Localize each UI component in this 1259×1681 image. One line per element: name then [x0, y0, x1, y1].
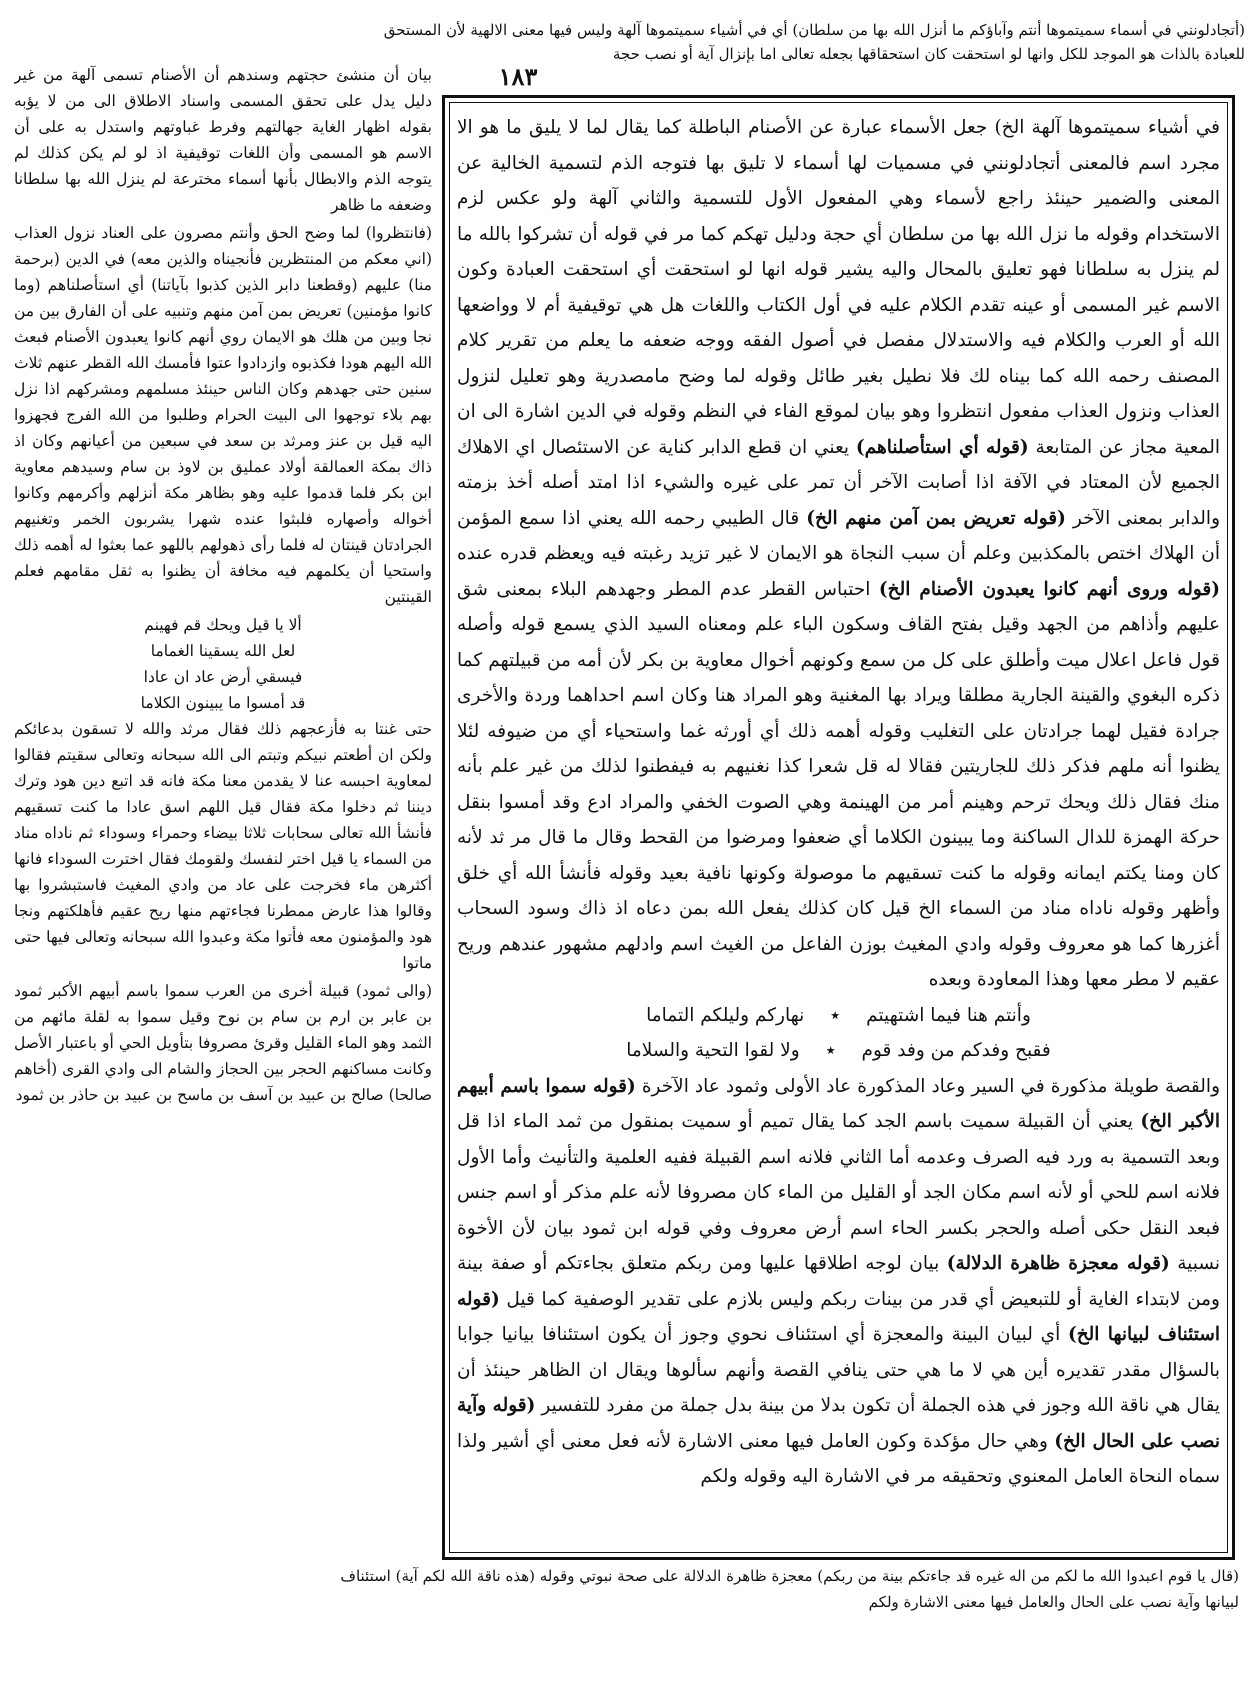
margin-verse-line: قد أمسوا ما يبينون الكلاما	[140, 694, 306, 712]
header-line-1: (أتجادلونني في أسماء سميتموها أنتم وآباؤكم ما أنزل الله بها من سلطان) أي في أشياء سميتموها آلهة وليس فيها معنى الالهية لأن المستحق	[383, 21, 1245, 39]
main-text-segment: أي لبيان البينة والمعجزة أي استئناف نحوي وجوز أن يكون استئنافا بيانيا جوابا بالسؤال مقدر تقديره أين هي لا ما هي حتى ينافي القصة وأنهم سألوها ويقال ان الظاهر حينئذ أن يقال هي ناقة الله وجوز في هذه الجملة أن تكون بدلا من بينة بدل جملة من مفرد للتفسير	[457, 1324, 1220, 1416]
quote-heading: (قوله وروى أنهم كانوا يعبدون الأصنام الخ)	[878, 578, 1220, 600]
poem-hemistich: نهاركم وليلكم التماما	[646, 1004, 805, 1026]
main-paragraph	[457, 1069, 1220, 1495]
quote-heading: (قوله معجزة ظاهرة الدلالة)	[946, 1253, 1170, 1274]
poem-hemistich: ولا لقوا التحية والسلاما	[626, 1040, 800, 1061]
margin-verse-line: لعل الله يسقينا الغماما	[150, 642, 296, 660]
poem-hemistich: فقبح وفدكم من وفد قوم	[861, 1040, 1051, 1061]
main-text-segment: بيان لوجه اطلاقها عليها ومن ربكم متعلق بجاءتكم أو صفة بينة ومن لابتداء الغاية أو للتبعيض أي قدر من بينات ربكم وليس بلازم على تقدير الوصفية كما قيل	[457, 1253, 1220, 1310]
main-text-segment: وهي حال مؤكدة وكون العامل فيها معنى الاشارة لأنه فعل معنى أي أشير ولذا سماه النحاة العامل المعنوي وتحقيقه مر في الاشارة اليه وقوله ولكم	[457, 1430, 1220, 1487]
quote-heading: (قوله وآية نصب على الحال الخ)	[457, 1395, 1220, 1452]
margin-paragraph: بيان أن منشئ حجتهم وسندهم أن الأصنام تسمى آلهة من غير دليل يدل على تحقق المسمى واسناد الاطلاق الى من لا يؤبه بقوله اظهار الغاية جهالتهم وفرط غباوتهم واستدل به على أن الاسم هو المسمى وأن اللغات توقيفية اذ لو لم يكن كذلك لم يتوجه الذم والابطال بأنها أسماء مخترعة لم ينزل الله بها سلطانا وضعفه ما ظاهر	[14, 66, 432, 214]
margin-paragraph: (والى ثمود) قبيلة أخرى من العرب سموا باسم أبيهم الأكبر ثمود بن عابر بن ارم بن سام بن نوح وقيل سموا به لقلة مائهم من الثمد وهو الماء القليل وقرئ مصروفا بتأويل الحي أو باعتبار الأصل وكانت مساكنهم الحجر بين الحجاز والشام الى وادي القرى (أخاهم صالحا) صالح بن عبيد بن آسف بن ماسح بن عبيد بن حاذر بن ثمود	[14, 982, 432, 1104]
quote-heading: (قوله أي استأصلناهم)	[855, 436, 1029, 458]
main-text-segment: يعني أن القبيلة سميت باسم الجد كما يقال تميم أو سميت بمنقول من ثمد الماء اذا قل وبعد التسمية به ورد فيه الصرف وعدمه أما الثاني فلانه اسم القبيلة ففيه العلمية والتأنيث وأما الأول فلانه اسم للحي أو لأنه اسم مكان الجد أو القليل من الماء كان مصروفا لأنه علم مذكر أو اسم جنس فبعد النقل حكى أصله والحجر بكسر الحاء اسم أرض معروف وفي قوله ابن ثمود بيان لأن الأخوة نسبية	[457, 1111, 1220, 1274]
margin-verse-line: ألا يا قيل ويحك قم فهينم	[144, 616, 302, 634]
poem-verse-1	[457, 998, 1220, 1034]
poem-hemistich: وأنتم هنا فيما اشتهيتم	[866, 1004, 1031, 1026]
main-text-segment: قال الطيبي رحمه الله يعني اذا سمع المؤمن أن الهلاك اختص بالمكذبين وعلم أن سبب النجاة هو الايمان لا غير تزيد رغبته فيه ويعظم قدره عنده	[457, 507, 1220, 564]
main-commentary-text	[457, 110, 1220, 1545]
verse-separator: ٭	[825, 1040, 836, 1061]
page-number: ١٨٣	[498, 62, 538, 91]
footer-line-1: (قال يا قوم اعبدوا الله ما لكم من اله غيره قد جاءتكم بينة من ربكم) معجزة ظاهرة الدلالة على صحة نبوتي وقوله (هذه ناقة الله لكم آية) استئناف	[340, 1567, 1239, 1585]
main-text-segment: والقصة طويلة مذكورة في السير وعاد المذكورة عاد الأولى وثمود عاد الآخرة	[641, 1075, 1220, 1097]
margin-verse-line: فيسقي أرض عاد ان عادا	[143, 668, 303, 686]
quote-heading: (قوله استئناف لبيانها الخ)	[457, 1288, 1220, 1345]
main-text-segment: احتباس القطر عدم المطر وجهدهم البلاء بمعنى شق عليهم وأذاهم من الجهد وقيل بفتح القاف وسكون الباء علم ومعناه السيد الذي يسمع قوله وأصله قول فاعل اعلال ميت وأطلق على كل من سمع وكونهم أخوال معاوية بن بكر لأن أمه من قبيلتهم كما ذكره البغوي والقينة الجارية مطلقا ويراد بها المغنية وهو المراد هنا وكان اسم احداهما وردة والأخرى جرادة فقيل لهما جرادتان على التغليب وقوله أهمه ذلك أي أورثه غما واستحياء أي من ضيوفه لئلا يظنوا أنه ملهم فذكر ذلك للجاريتين فقالا له قل شعرا كذا نغنيهم به فيفطنوا لذلك من غير علم بأنه منك فقال ذلك ويحك ترحم وهينم أمر من الهينمة وهي الصوت الخفي والمراد ادع وقد أمسوا بنقل حركة الهمزة للدال الساكنة وما يبينون الكلاما أي ضعفوا ومرضوا من القحط وقال ما قال مر ثد لأنه كان ومنا يكتم ايمانه وقوله ما كنت تسقيهم ما موصولة وكونها نافية بعيد وقوله فأنشأ الله أي خلق وأظهر وقوله ناداه مناد من السماء الخ قيل كان كذلك يفعل الله بمن دعاه اذ ذاك وسود السحاب أغزرها كما هو معروف وقوله وادي المغيث بوزن الفاعل من الغيث اسم وادلهم مشهور عندهم وريح عقيم لا مطر معها وهذا المعاودة وبعده	[457, 578, 1220, 990]
margin-paragraph: (فانتظروا) لما وضح الحق وأنتم مصرون على العناد نزول العذاب (اني معكم من المنتظرين فأنجيناه والذين معه) في الدين (برحمة منا) عليهم (وقطعنا دابر الذين كذبوا بآياتنا) أي استأصلناهم (وما كانوا مؤمنين) تعريض بمن آمن منهم وتنبيه على أن الفارق بين من نجا وبين من هلك هو الايمان روي أنهم كانوا يعبدون الأصنام فبعث الله اليهم هودا فكذبوه وازدادوا عتوا فأمسك الله القطر عنهم ثلاث سنين حتى جهدهم وكان الناس حينئذ مسلمهم ومشركهم اذا نزل بهم بلاء توجهوا الى البيت الحرام وطلبوا من الله الفرج فجهزوا اليه قيل بن عنز ومرثد بن سعد في سبعين من أعيانهم وكان اذ ذاك بمكة العمالقة أولاد عمليق بن لاوذ بن سام وسيدهم معاوية ابن بكر فلما قدموا عليه وهو بظاهر مكة أنزلهم وأكرمهم وكانوا أخواله وأصهاره فلبثوا عنده شهرا يشربون الخمر وتغنيهم الجرادتان قينتان له فلما رأى ذهولهم باللهو عما بعثوا له أهمه ذلك واستحيا أن يكلمهم فيه مخافة أن يظنوا به ثقل مقامهم فعلم القينتين	[14, 224, 432, 606]
quote-heading: (قوله سموا باسم أبيهم الأكبر الخ)	[457, 1075, 1220, 1132]
margin-paragraph: حتى غنتا به فأزعجهم ذلك فقال مرثد والله لا تسقون بدعائكم ولكن ان أطعتم نبيكم وتبتم الى الله سبحانه وتعالى سقيتم فقالوا لمعاوية احبسه عنا لا يقدمن معنا مكة فانه قد اتبع دين هود وترك ديننا ثم دخلوا مكة فقال قيل اللهم اسق عادا ما كنت تسقيهم فأنشأ الله تعالى سحابات ثلاثا بيضاء وحمراء وسوداء ثم ناداه مناد من السماء يا قيل اختر لنفسك ولقومك فقال اخترت السوداء فانها أكثرهن ماء فخرجت على عاد من وادي المغيث فاستبشروا بها وقالوا هذا عارض ممطرنا فجاءتهم منها ريح عقيم فأهلكتهم ونجا هود والمؤمنون معه فأتوا مكة وعبدوا الله سبحانه وتعالى فيها حتى ماتوا	[14, 720, 432, 972]
header-line-2: للعبادة بالذات هو الموجد للكل وانها لو استحقت كان استحقاقها بجعله تعالى اما بإنزال آية أو نصب حجة	[612, 45, 1245, 63]
main-text-segment: يعني ان قطع الدابر كناية عن الاستئصال اي الاهلاك الجميع لأن المعتاد في الآفة اذا أصابت الآخر أن تمر على غيره والشيء اذا امتد أصله أخذ بزمته والدابر بمعنى الآخر	[457, 436, 1220, 529]
footer-line-2: لبيانها وآية نصب على الحال والعامل فيها معنى الاشارة ولكم	[868, 1593, 1239, 1611]
page-footer-text	[14, 1563, 1239, 1615]
margin-tafsir-text	[14, 62, 432, 1562]
page-header-text	[20, 18, 1245, 66]
verse-separator: ٭	[830, 1004, 841, 1026]
main-commentary-box	[442, 95, 1235, 1560]
main-paragraph	[457, 110, 1220, 998]
quote-heading: (قوله تعريض بمن آمن منهم الخ)	[806, 507, 1066, 529]
poem-verse-2	[457, 1033, 1220, 1069]
main-text-segment: في أشياء سميتموها آلهة الخ) جعل الأسماء عبارة عن الأصنام الباطلة كما يقال لما لا يليق ما هو الا مجرد اسم فالمعنى أتجادلونني في مسميات لها أسماء لا تليق بها فتوجه الذم لتسمية الخالية عن المعنى والضمير حينئذ راجع لأسماء وهي المفعول الأول للتسمية والثاني آلهة ولو عكس لزم الاستخدام وقوله ما نزل الله بها من سلطان أي حجة ودليل تهكم كما مر في قوله أن تشركوا بالله ما لم ينزل به سلطانا فهو تعليق بالمحال واليه يشير قوله انها لو استحقت أي استحقت العبادة وكون الاسم غير المسمى أو عينه تقدم الكلام عليه في أول الكتاب واللغات هل هي توقيفية أم لا وواضعها الله أو العرب والكلام فيه والاستدلال مفصل في أصول الفقه ووجه ضعفه ما يعلم من تقرير كلام المصنف رحمه الله كما بيناه لك فلا نطيل بغير طائل وقوله لما وضح مامصدرية وهو تعليل لنزول العذاب ونزول العذاب مفعول انتظروا وهو بيان لموقع الفاء في النظم وقوله في الدين اشارة الى ان المعية مجاز عن المتابعة	[457, 117, 1220, 458]
